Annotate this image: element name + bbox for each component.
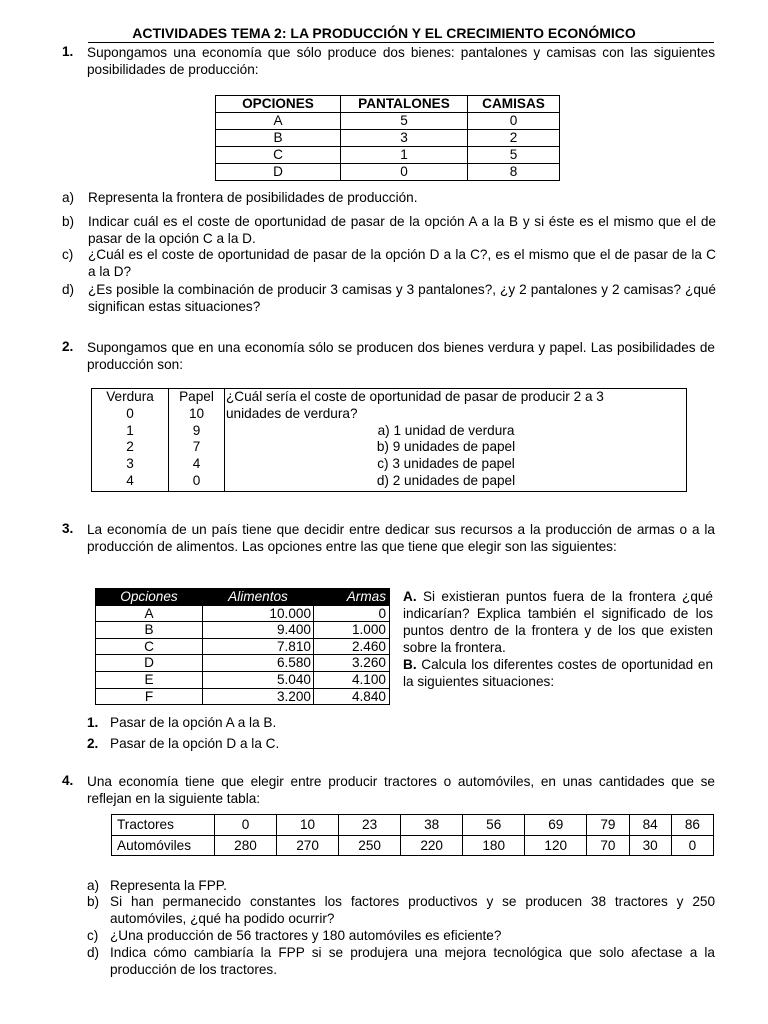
q2-question-column bbox=[226, 389, 666, 490]
row-header: Automóviles bbox=[112, 835, 215, 856]
table-row bbox=[216, 130, 560, 147]
column-header: Verdura bbox=[106, 389, 154, 404]
table-row bbox=[216, 164, 560, 181]
table-cell: 0 bbox=[468, 113, 560, 130]
table-cell: 3.200 bbox=[203, 688, 314, 705]
q1-number: 1. bbox=[62, 44, 74, 59]
table-cell: 0 bbox=[192, 472, 201, 488]
q2-number: 2. bbox=[62, 339, 74, 354]
table-cell: 3.260 bbox=[314, 655, 390, 672]
table-cell: 0 bbox=[671, 835, 713, 856]
table-cell: 1 bbox=[341, 147, 468, 164]
table-cell: 4 bbox=[126, 472, 134, 488]
q4-intro: Una economía tiene que elegir entre producir tractores o automóviles, en unas cantidades que se reflejan en la siguiente tabla: bbox=[87, 774, 715, 806]
q3-side-text bbox=[403, 588, 713, 690]
table-cell: 56 bbox=[463, 815, 525, 836]
table-cell: 270 bbox=[277, 835, 339, 856]
table-header: Alimentos bbox=[203, 589, 314, 606]
table-header: Opciones bbox=[96, 589, 203, 606]
table-row bbox=[96, 622, 390, 639]
table-header: CAMISAS bbox=[468, 96, 560, 113]
item-text: Representa la frontera de posibilidades de producción. bbox=[88, 190, 418, 205]
table-cell: 7.810 bbox=[203, 638, 314, 655]
table-cell: 5 bbox=[468, 147, 560, 164]
table-header: OPCIONES bbox=[216, 96, 341, 113]
q2-table bbox=[91, 388, 687, 492]
answer-option: a) 1 unidad de verdura bbox=[377, 422, 515, 438]
table-cell: 250 bbox=[339, 835, 401, 856]
item-text: Representa la FPP. bbox=[110, 878, 227, 893]
page-title: ACTIVIDADES TEMA 2: LA PRODUCCIÓN Y EL CRECIMIENTO ECONÓMICO bbox=[132, 25, 636, 41]
item-label: b) bbox=[62, 214, 75, 229]
step-text: Pasar de la opción A a la B. bbox=[110, 715, 277, 730]
table-row bbox=[96, 605, 390, 622]
table-cell: B bbox=[216, 130, 341, 147]
table-cell: 0 bbox=[341, 164, 468, 181]
table-row bbox=[216, 147, 560, 164]
table-cell: 38 bbox=[401, 815, 463, 836]
part-text: Si existieran puntos fuera de la frontera ¿qué indicarían? Explica también el significado de los puntos dentro de la frontera y de los que existen sobre la frontera. bbox=[403, 589, 713, 655]
row-header: Tractores bbox=[112, 815, 215, 836]
item-text: Indicar cuál es el coste de oportunidad de pasar de la opción A a la B y si éste es el mismo que el de pasar de la opción C a la D. bbox=[88, 214, 716, 246]
table-row bbox=[96, 688, 390, 705]
table-cell: A bbox=[96, 605, 203, 622]
table-cell: 2.460 bbox=[314, 638, 390, 655]
table-header-row bbox=[216, 96, 560, 113]
table-header-row bbox=[96, 589, 390, 606]
table-cell: 2 bbox=[126, 439, 134, 455]
q3-number: 3. bbox=[62, 521, 74, 536]
q1-table bbox=[215, 95, 560, 181]
answer-option: d) 2 unidades de papel bbox=[376, 472, 516, 488]
table-cell: D bbox=[216, 164, 341, 181]
part-text: Calcula los diferentes costes de oportunidad en la siguientes situaciones: bbox=[403, 657, 714, 689]
table-cell: A bbox=[216, 113, 341, 130]
q2-question-line: ¿Cuál sería el coste de oportunidad de pasar de producir 2 a 3 bbox=[226, 389, 604, 404]
table-cell: 2 bbox=[468, 130, 560, 147]
table-cell: 10 bbox=[277, 815, 339, 836]
table-cell: 70 bbox=[587, 835, 629, 856]
table-cell: C bbox=[216, 147, 341, 164]
item-text: Indica cómo cambiaría la FPP si se produjera una mejora tecnológica que solo afectase a la producción de los tractores. bbox=[110, 945, 715, 977]
table-cell: 6.580 bbox=[203, 655, 314, 672]
item-label: b) bbox=[87, 894, 100, 909]
table-cell: 3 bbox=[341, 130, 468, 147]
table-cell: 220 bbox=[401, 835, 463, 856]
item-text: ¿Cuál es el coste de oportunidad de pasar de la opción D a la C?, es el mismo que el de pasar de la C a la D? bbox=[88, 247, 716, 279]
table-cell: 7 bbox=[192, 439, 201, 455]
step-label: 1. bbox=[87, 715, 99, 730]
q3-intro: La economía de un país tiene que decidir entre dedicar sus recursos a la producción de armas o a la producción de alimentos. Las opciones entre las que tiene que elegir son las siguientes: bbox=[87, 522, 715, 554]
q4-number: 4. bbox=[62, 773, 74, 788]
item-label: c) bbox=[62, 247, 74, 262]
table-cell: 1 bbox=[126, 422, 134, 438]
table-cell: 0 bbox=[314, 605, 390, 622]
table-row bbox=[112, 835, 714, 856]
table-cell: 0 bbox=[126, 405, 134, 421]
table-cell: 9 bbox=[192, 422, 201, 438]
table-cell: 3 bbox=[126, 456, 134, 472]
q1-intro: Supongamos una economía que sólo produce dos bienes: pantalones y camisas con las siguientes posibilidades de producción: bbox=[87, 45, 715, 77]
table-row bbox=[96, 638, 390, 655]
part-label: A. bbox=[403, 589, 417, 604]
q2-papel-column bbox=[169, 389, 224, 490]
table-cell: C bbox=[96, 638, 203, 655]
item-text: Si han permanecido constantes los factores productivos y se producen 38 tractores y 250 automóviles, ¿qué ha podido ocurrir? bbox=[110, 894, 715, 926]
table-cell: 79 bbox=[587, 815, 629, 836]
answer-option: c) 3 unidades de papel bbox=[377, 456, 515, 472]
q2-intro: Supongamos que en una economía sólo se producen dos bienes verdura y papel. Las posibilidades de producción son: bbox=[87, 340, 715, 372]
item-label: a) bbox=[62, 190, 75, 205]
item-text: ¿Es posible la combinación de producir 3 camisas y 3 pantalones?, ¿y 2 pantalones y 2 camisas? ¿qué significan estas situaciones? bbox=[88, 282, 716, 314]
table-cell: 280 bbox=[215, 835, 277, 856]
table-cell: 86 bbox=[671, 815, 713, 836]
table-cell: 0 bbox=[215, 815, 277, 836]
table-cell: 84 bbox=[629, 815, 671, 836]
item-label: d) bbox=[87, 945, 100, 960]
table-row bbox=[216, 113, 560, 130]
item-label: d) bbox=[62, 282, 75, 297]
answer-option: b) 9 unidades de papel bbox=[376, 439, 516, 455]
column-header: Papel bbox=[179, 389, 214, 404]
table-cell: 30 bbox=[629, 835, 671, 856]
q4-table bbox=[111, 814, 714, 856]
table-cell: 23 bbox=[339, 815, 401, 836]
item-text: ¿Una producción de 56 tractores y 180 automóviles es eficiente? bbox=[110, 928, 502, 943]
table-cell: 69 bbox=[525, 815, 587, 836]
part-label: B. bbox=[403, 657, 417, 672]
table-cell: 9.400 bbox=[203, 622, 314, 639]
column-divider bbox=[224, 389, 225, 491]
item-label: a) bbox=[87, 878, 100, 893]
table-cell: D bbox=[96, 655, 203, 672]
table-cell: E bbox=[96, 671, 203, 688]
table-cell: F bbox=[96, 688, 203, 705]
step-text: Pasar de la opción D a la C. bbox=[110, 736, 280, 751]
table-cell: 10.000 bbox=[203, 605, 314, 622]
table-cell: B bbox=[96, 622, 203, 639]
table-cell: 1.000 bbox=[314, 622, 390, 639]
title-underline bbox=[88, 42, 714, 43]
table-cell: 5.040 bbox=[203, 671, 314, 688]
table-cell: 4.100 bbox=[314, 671, 390, 688]
q3-table bbox=[95, 588, 390, 705]
table-cell: 8 bbox=[468, 164, 560, 181]
table-row bbox=[112, 815, 714, 836]
table-cell: 10 bbox=[188, 405, 205, 421]
q2-question-line: unidades de verdura? bbox=[226, 405, 358, 421]
table-row bbox=[96, 671, 390, 688]
table-cell: 120 bbox=[525, 835, 587, 856]
table-header: PANTALONES bbox=[341, 96, 468, 113]
table-cell: 4.840 bbox=[314, 688, 390, 705]
step-label: 2. bbox=[87, 736, 99, 751]
q2-verdura-column bbox=[92, 389, 168, 490]
table-header: Armas bbox=[314, 589, 390, 606]
table-cell: 5 bbox=[341, 113, 468, 130]
item-label: c) bbox=[87, 928, 99, 943]
table-cell: 180 bbox=[463, 835, 525, 856]
table-cell: 4 bbox=[192, 456, 201, 472]
table-row bbox=[96, 655, 390, 672]
